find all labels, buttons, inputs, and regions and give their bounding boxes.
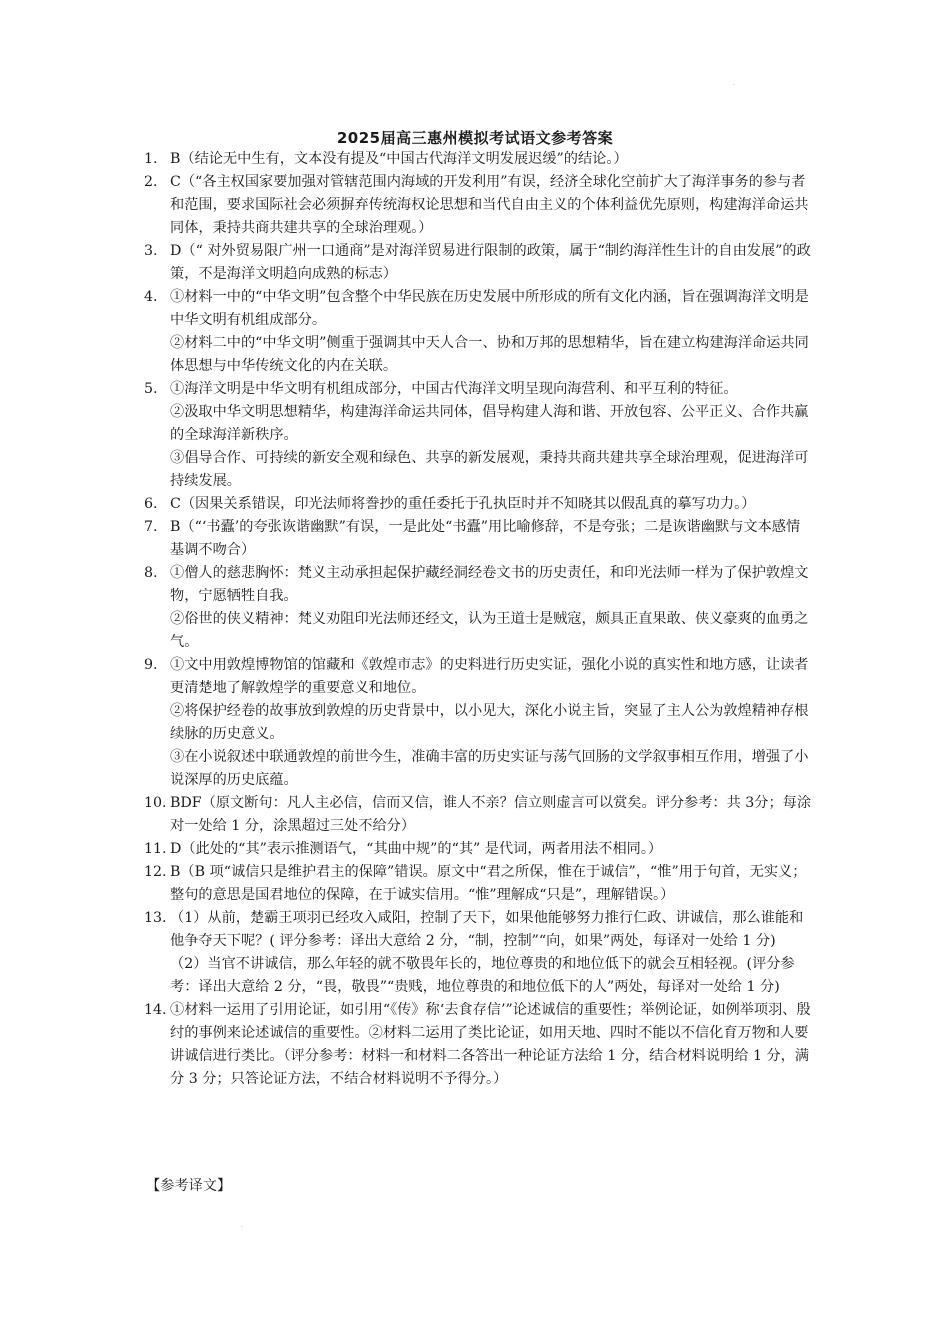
answer-number: 5.	[144, 381, 158, 397]
answer-item	[144, 148, 812, 171]
answer-point: ②俗世的侠义精神：梵义劝阻印光法师还经文，认为王道士是贼寇，颇具正直果敢、侠义豪爽的血勇之气。	[170, 611, 809, 650]
answer-text: ①材料一运用了引用论证，如引用“《传》称‘去食存信’”论述诚信的重要性；举例论证，如例举项羽、殷纣的事例来论述诚信的重要性。②材料二运用了类比论证，如用天地、四时不能以不信化育万物和人要讲诚信进行类比。（评分参考：材料一和材料二各答出一种论证方法给 1 分，结合材料说明给 1 分，满分 3 分；只答论证方法，不结合材料说明不予得分。）	[170, 1002, 811, 1087]
answer-number: 4.	[144, 289, 158, 305]
answer-point: ③在小说叙述中联通敦煌的前世今生，准确丰富的历史实证与荡气回肠的文学叙事相互作用，增强了小说深厚的历史底蕴。	[170, 749, 809, 788]
answer-point: ②将保护经卷的故事放到敦煌的历史背景中，以小见大，深化小说主旨，突显了主人公为敦煌精神存根续脉的历史意义。	[170, 703, 809, 742]
answer-text: D（“ 对外贸易限广州一口通商”是对海洋贸易进行限制的政策，属于“制约海洋性生计的自由发展”的政策，不是海洋文明趋向成熟的标志）	[170, 243, 811, 282]
answer-number: 10.	[144, 795, 167, 811]
answer-number: 13.	[144, 910, 167, 926]
answer-text: BDF（原文断句：凡人主必信，信而又信，谁人不亲？信立则虚言可以赏矣。评分参考：共 3分；每涂对一处给 1 分，涂黑超过三处不给分）	[170, 795, 812, 834]
answer-text: C（“各主权国家要加强对管辖范围内海域的开发利用”有误，经济全球化空前扩大了海洋事务的参与者和范围，要求国际社会必须摒弃传统海权论思想和当代自由主义的个体利益优先原则，构建海洋命运共同体，秉持共商共建共享的全球治理观。）	[170, 174, 809, 236]
scan-mark: .	[241, 1222, 243, 1229]
answer-number: 2.	[144, 174, 158, 190]
answer-point: ①僧人的慈悲胸怀：梵义主动承担起保护藏经洞经卷文书的历史责任，和印光法师一样为了保护敦煌文物，宁愿牺牲自我。	[170, 565, 809, 604]
answer-item	[144, 516, 812, 562]
answer-item	[144, 654, 812, 792]
answer-text: C（因果关系错误，印光法师将誊抄的重任委托于孔执臣时并不知晓其以假乱真的摹写功力。）	[170, 496, 756, 512]
answer-number: 1.	[144, 151, 158, 167]
answer-text: B（“‘书蠹’的夸张诙谐幽默”有误，一是此处“书蠹”用比喻修辞，不是夸张；二是诙谐幽默与文本感情基调不吻合）	[170, 519, 801, 558]
answer-point: ③倡导合作、可持续的新安全观和绿色、共享的新发展观，秉持共商共建共享全球治理观，促进海洋可持续发展。	[170, 450, 809, 489]
answer-point: （2）当官不讲诚信，那么年轻的就不敬畏年长的，地位尊贵的和地位低下的就会互相轻视。(评分参考：译出大意给 2 分，“畏，敬畏”“贵贱，地位尊贵的和地位低下的人”两处，每译对一处给 1 分)	[170, 956, 795, 995]
reference-translation-heading: 【参考译文】	[146, 1178, 232, 1194]
answer-number: 8.	[144, 565, 158, 581]
answer-item	[144, 838, 812, 861]
answer-point: ②汲取中华文明思想精华，构建海洋命运共同体，倡导构建人海和谐、开放包容、公平正义、合作共赢的全球海洋新秩序。	[170, 404, 809, 443]
answer-point: ①海洋文明是中华文明有机组成部分，中国古代海洋文明呈现向海营利、和平互利的特征。	[170, 381, 738, 397]
answer-number: 12.	[144, 864, 167, 880]
answer-item	[144, 999, 812, 1091]
answer-item	[144, 792, 812, 838]
answer-text: B（B 项“诚信只是维护君主的保障”错误。原文中“君之所保，惟在于诚信”，“惟”用于句首，无实义；整句的意思是国君地位的保障，在于诚实信用。“惟”理解成“只是”，理解错误。）	[170, 864, 807, 903]
answer-item	[144, 493, 812, 516]
answer-list	[144, 148, 812, 1091]
answer-number: 7.	[144, 519, 158, 535]
answer-text: D（此处的“其”表示推测语气，“其曲中规”的“其” 是代词，两者用法不相同。）	[170, 841, 663, 857]
answer-item	[144, 861, 812, 907]
answer-item	[144, 240, 812, 286]
answer-point: ①材料一中的“中华文明”包含整个中华民族在历史发展中所形成的所有文化内涵，旨在强调海洋文明是中华文明有机组成部分。	[170, 289, 809, 328]
answer-item	[144, 907, 812, 999]
answer-point: ①文中用敦煌博物馆的馆藏和《敦煌市志》的史料进行历史实证，强化小说的真实性和地方感，让读者更清楚地了解敦煌学的重要意义和地位。	[170, 657, 809, 696]
answer-point: （1）从前，楚霸王项羽已经攻入咸阳，控制了天下，如果他能够努力推行仁政、讲诚信，那么谁能和他争夺天下呢？( 评分参考：译出大意给 2 分，“制，控制”“向，如果”两处，每译对一处给 1 分)	[170, 910, 804, 949]
answer-item	[144, 171, 812, 240]
answer-number: 3.	[144, 243, 158, 259]
answer-point: ②材料二中的“中华文明”侧重于强调其中天人合一、协和万邦的思想精华，旨在建立构建海洋命运共同体思想与中华传统文化的内在关联。	[170, 335, 809, 374]
answer-text: B（结论无中生有，文本没有提及“中国古代海洋文明发展迟缓”的结论。）	[170, 151, 628, 167]
answer-item	[144, 378, 812, 493]
answer-number: 6.	[144, 496, 158, 512]
answer-number: 9.	[144, 657, 158, 673]
answer-number: 14.	[144, 1002, 167, 1018]
page-title: 2025届高三惠州模拟考试语文参考答案	[336, 129, 614, 147]
scan-mark: .	[733, 80, 735, 87]
answer-item	[144, 562, 812, 654]
answer-item	[144, 286, 812, 378]
answer-number: 11.	[144, 841, 167, 857]
